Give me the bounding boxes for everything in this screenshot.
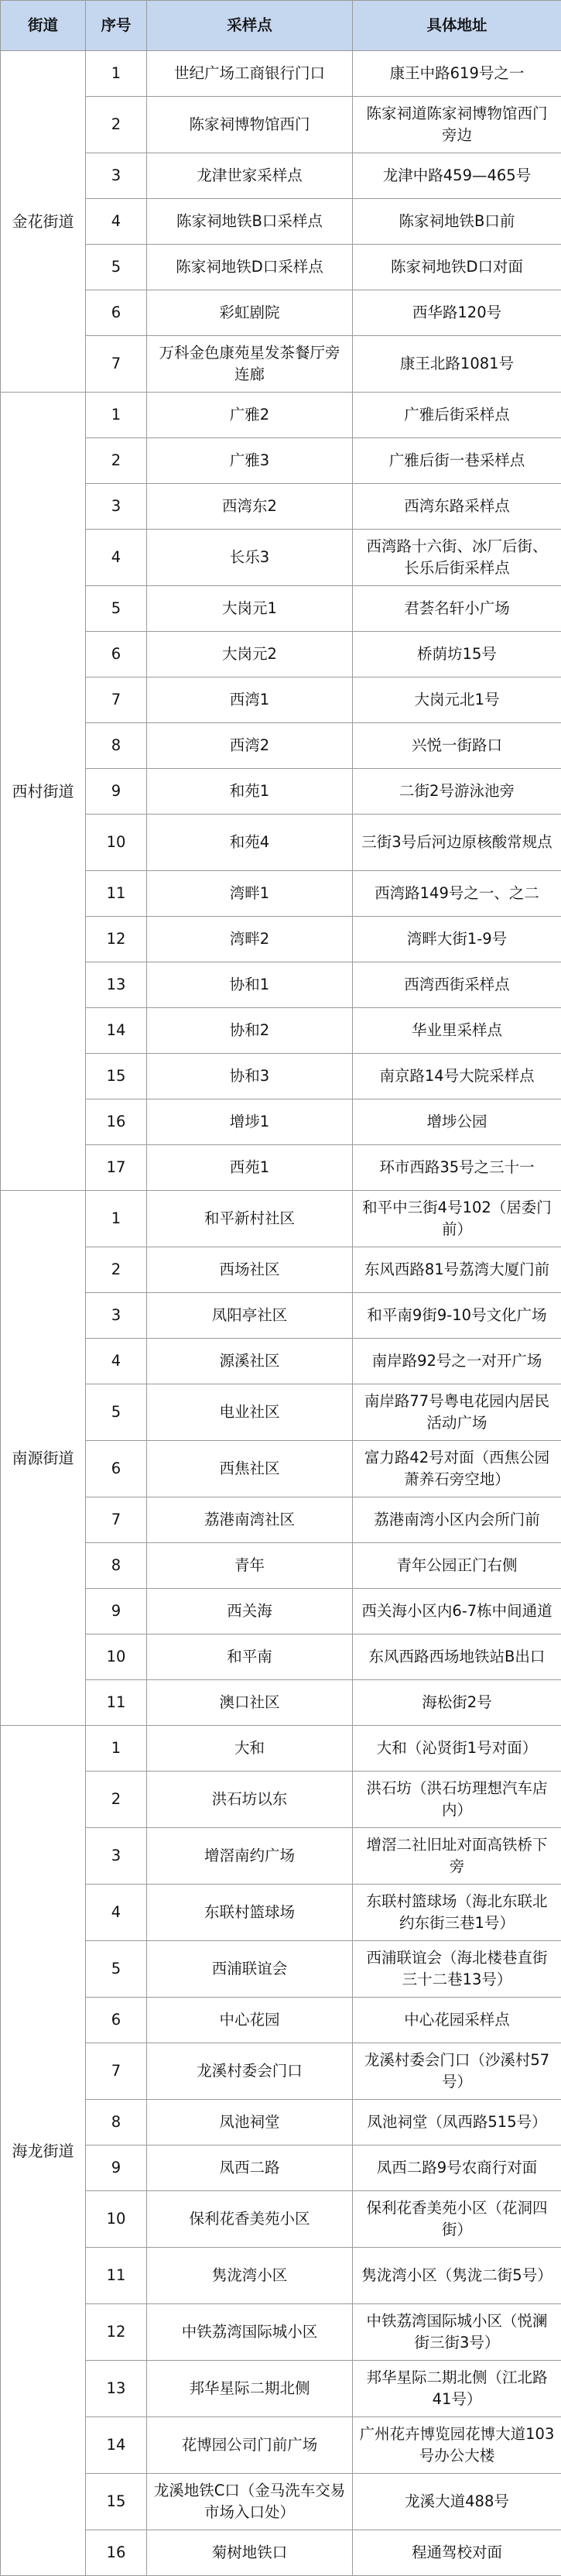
sampling-point-cell: 中铁荔湾国际城小区: [147, 2304, 353, 2361]
address-cell: 西关海小区内6-7栋中间通道: [353, 1589, 561, 1634]
index-cell: 5: [86, 1941, 147, 1998]
address-cell: 康王中路619号之一: [353, 51, 561, 97]
sampling-point-cell: 协和3: [147, 1054, 353, 1099]
index-cell: 6: [86, 1998, 147, 2043]
index-cell: 10: [86, 815, 147, 871]
sampling-point-cell: 凤阳亭社区: [147, 1293, 353, 1339]
index-cell: 11: [86, 2248, 147, 2304]
index-cell: 5: [86, 586, 147, 632]
index-cell: 7: [86, 336, 147, 393]
address-cell: 凤池祠堂（凤西路515号）: [353, 2100, 561, 2146]
index-cell: 2: [86, 438, 147, 484]
address-cell: 西华路120号: [353, 290, 561, 336]
address-cell: 东联村篮球场（海北东联北约东街三巷1号）: [353, 1885, 561, 1941]
address-cell: 西湾东路采样点: [353, 484, 561, 530]
header-street: 街道: [1, 1, 86, 51]
address-cell: 程通驾校对面: [353, 2530, 561, 2576]
index-cell: 3: [86, 484, 147, 530]
sampling-point-cell: 电业社区: [147, 1384, 353, 1441]
sampling-point-cell: 西苑1: [147, 1145, 353, 1191]
index-cell: 14: [86, 1008, 147, 1054]
sampling-point-cell: 龙津世家采样点: [147, 153, 353, 199]
index-cell: 8: [86, 723, 147, 769]
index-cell: 8: [86, 1543, 147, 1589]
address-cell: 南岸路92号之一对开广场: [353, 1339, 561, 1384]
sampling-point-cell: 花博园公司门前广场: [147, 2417, 353, 2474]
address-cell: 南岸路77号粤电花园内居民活动广场: [353, 1384, 561, 1441]
sampling-point-cell: 和苑1: [147, 769, 353, 815]
address-cell: 环市西路35号之三十一: [353, 1145, 561, 1191]
address-cell: 兴悦一街路口: [353, 723, 561, 769]
address-cell: 龙溪大道488号: [353, 2474, 561, 2530]
sampling-point-cell: 和苑4: [147, 815, 353, 871]
sampling-point-cell: 和平新村社区: [147, 1191, 353, 1247]
index-cell: 2: [86, 1247, 147, 1293]
sampling-point-cell: 增滘南约广场: [147, 1828, 353, 1885]
address-cell: 桥荫坊15号: [353, 632, 561, 677]
sampling-point-cell: 源溪社区: [147, 1339, 353, 1384]
index-cell: 16: [86, 2530, 147, 2576]
address-cell: 荔港南湾小区内会所门前: [353, 1497, 561, 1543]
index-cell: 6: [86, 632, 147, 677]
address-cell: 广雅后街采样点: [353, 393, 561, 438]
index-cell: 9: [86, 1589, 147, 1634]
sampling-point-cell: 湾畔1: [147, 871, 353, 917]
address-cell: 大岗元北1号: [353, 677, 561, 723]
sampling-point-cell: 和平南: [147, 1634, 353, 1680]
index-cell: 2: [86, 97, 147, 153]
index-cell: 8: [86, 2100, 147, 2146]
sampling-point-cell: 西湾2: [147, 723, 353, 769]
sampling-point-cell: 中心花园: [147, 1998, 353, 2043]
address-cell: 保利花香美苑小区（花洞四街）: [353, 2191, 561, 2248]
address-cell: 大和（沁贤街1号对面）: [353, 1726, 561, 1772]
sampling-point-cell: 保利花香美苑小区: [147, 2191, 353, 2248]
index-cell: 7: [86, 1497, 147, 1543]
address-cell: 中心花园采样点: [353, 1998, 561, 2043]
address-cell: 西浦联谊会（海北楼巷直街三十二巷13号）: [353, 1941, 561, 1998]
index-cell: 15: [86, 2474, 147, 2530]
sampling-point-cell: 洪石坊以东: [147, 1772, 353, 1828]
sampling-point-cell: 协和2: [147, 1008, 353, 1054]
address-cell: 三街3号后河边原核酸常规点: [353, 815, 561, 871]
address-cell: 凤西二路9号农商行对面: [353, 2146, 561, 2191]
sampling-point-cell: 陈家祠博物馆西门: [147, 97, 353, 153]
address-cell: 广雅后街一巷采样点: [353, 438, 561, 484]
index-cell: 3: [86, 153, 147, 199]
index-cell: 17: [86, 1145, 147, 1191]
index-cell: 14: [86, 2417, 147, 2474]
address-cell: 增滘二社旧址对面高铁桥下旁: [353, 1828, 561, 1885]
index-cell: 3: [86, 1293, 147, 1339]
index-cell: 2: [86, 1772, 147, 1828]
index-cell: 11: [86, 871, 147, 917]
sampling-point-cell: 世纪广场工商银行门口: [147, 51, 353, 97]
sampling-point-cell: 凤西二路: [147, 2146, 353, 2191]
address-cell: 华业里采样点: [353, 1008, 561, 1054]
address-cell: 君荟名轩小广场: [353, 586, 561, 632]
sampling-point-cell: 陈家祠地铁D口采样点: [147, 245, 353, 290]
address-cell: 和平中三街4号102（居委门前）: [353, 1191, 561, 1247]
table-row: [1, 1191, 561, 1247]
index-cell: 1: [86, 393, 147, 438]
address-cell: 青年公园正门右侧: [353, 1543, 561, 1589]
address-cell: 隽泷湾小区（隽泷二街5号）: [353, 2248, 561, 2304]
address-cell: 陈家祠道陈家祠博物馆西门旁边: [353, 97, 561, 153]
address-cell: 东风西路81号荔湾大厦门前: [353, 1247, 561, 1293]
address-cell: 广州花卉博览园花博大道103号办公大楼: [353, 2417, 561, 2474]
index-cell: 9: [86, 769, 147, 815]
index-cell: 13: [86, 962, 147, 1008]
index-cell: 1: [86, 1191, 147, 1247]
address-cell: 二街2号游泳池旁: [353, 769, 561, 815]
sampling-point-cell: 西湾东2: [147, 484, 353, 530]
table-row: [1, 393, 561, 438]
address-cell: 西湾路十六街、冰厂后街、长乐后街采样点: [353, 530, 561, 586]
header-row: [1, 1, 561, 51]
sampling-point-cell: 隽泷湾小区: [147, 2248, 353, 2304]
index-cell: 6: [86, 290, 147, 336]
sampling-point-cell: 凤池祠堂: [147, 2100, 353, 2146]
index-cell: 15: [86, 1054, 147, 1099]
index-cell: 16: [86, 1099, 147, 1145]
sampling-point-cell: 陈家祠地铁B口采样点: [147, 199, 353, 245]
address-cell: 洪石坊（洪石坊理想汽车店内）: [353, 1772, 561, 1828]
address-cell: 邦华星际二期北侧（江北路41号）: [353, 2361, 561, 2417]
address-cell: 南京路14号大院采样点: [353, 1054, 561, 1099]
index-cell: 4: [86, 199, 147, 245]
index-cell: 7: [86, 2043, 147, 2100]
sampling-point-cell: 澳口社区: [147, 1680, 353, 1726]
index-cell: 5: [86, 245, 147, 290]
index-cell: 12: [86, 917, 147, 962]
index-cell: 3: [86, 1828, 147, 1885]
index-cell: 1: [86, 1726, 147, 1772]
sampling-point-cell: 大岗元2: [147, 632, 353, 677]
sampling-point-cell: 广雅2: [147, 393, 353, 438]
index-cell: 1: [86, 51, 147, 97]
index-cell: 7: [86, 677, 147, 723]
index-cell: 4: [86, 530, 147, 586]
index-cell: 9: [86, 2146, 147, 2191]
sampling-point-cell: 龙溪村委会门口: [147, 2043, 353, 2100]
address-cell: 康王北路1081号: [353, 336, 561, 393]
table-body: [1, 51, 561, 2576]
sampling-point-cell: 西浦联谊会: [147, 1941, 353, 1998]
address-cell: 中铁荔湾国际城小区（悦澜街三街3号）: [353, 2304, 561, 2361]
address-cell: 西湾路149号之一、之二: [353, 871, 561, 917]
index-cell: 6: [86, 1441, 147, 1497]
street-cell: 南源街道: [1, 1191, 86, 1726]
index-cell: 4: [86, 1339, 147, 1384]
address-cell: 湾畔大街1-9号: [353, 917, 561, 962]
sampling-point-cell: 菊树地铁口: [147, 2530, 353, 2576]
sampling-point-cell: 西场社区: [147, 1247, 353, 1293]
sampling-point-cell: 协和1: [147, 962, 353, 1008]
street-cell: 西村街道: [1, 393, 86, 1191]
header-sampling-point: 采样点: [147, 1, 353, 51]
sampling-point-cell: 龙溪地铁C口（金马洗车交易市场入口处）: [147, 2474, 353, 2530]
index-cell: 12: [86, 2304, 147, 2361]
index-cell: 11: [86, 1680, 147, 1726]
sampling-point-cell: 万科金色康苑星发茶餐厅旁连廊: [147, 336, 353, 393]
header-address: 具体地址: [353, 1, 561, 51]
address-cell: 龙津中路459—465号: [353, 153, 561, 199]
sampling-point-cell: 西焦社区: [147, 1441, 353, 1497]
address-cell: 和平南9街9-10号文化广场: [353, 1293, 561, 1339]
sampling-point-cell: 广雅3: [147, 438, 353, 484]
address-cell: 陈家祠地铁D口对面: [353, 245, 561, 290]
address-cell: 东风西路西场地铁站B出口: [353, 1634, 561, 1680]
address-cell: 海松街2号: [353, 1680, 561, 1726]
address-cell: 陈家祠地铁B口前: [353, 199, 561, 245]
street-cell: 金花街道: [1, 51, 86, 393]
table-row: [1, 51, 561, 97]
index-cell: 5: [86, 1384, 147, 1441]
index-cell: 10: [86, 2191, 147, 2248]
address-cell: 西湾西街采样点: [353, 962, 561, 1008]
sampling-point-cell: 荔港南湾社区: [147, 1497, 353, 1543]
index-cell: 13: [86, 2361, 147, 2417]
sampling-point-cell: 西关海: [147, 1589, 353, 1634]
address-cell: 龙溪村委会门口（沙溪村57号）: [353, 2043, 561, 2100]
sampling-point-cell: 东联村篮球场: [147, 1885, 353, 1941]
index-cell: 10: [86, 1634, 147, 1680]
address-cell: 富力路42号对面（西焦公园萧养石旁空地）: [353, 1441, 561, 1497]
sampling-point-cell: 青年: [147, 1543, 353, 1589]
street-cell: 海龙街道: [1, 1726, 86, 2576]
sampling-point-cell: 邦华星际二期北侧: [147, 2361, 353, 2417]
sampling-point-cell: 大岗元1: [147, 586, 353, 632]
sampling-point-cell: 西湾1: [147, 677, 353, 723]
sampling-point-cell: 大和: [147, 1726, 353, 1772]
sampling-point-cell: 增埗1: [147, 1099, 353, 1145]
sampling-point-cell: 彩虹剧院: [147, 290, 353, 336]
header-index: 序号: [86, 1, 147, 51]
address-cell: 增埗公园: [353, 1099, 561, 1145]
sampling-point-cell: 长乐3: [147, 530, 353, 586]
sampling-point-cell: 湾畔2: [147, 917, 353, 962]
index-cell: 4: [86, 1885, 147, 1941]
table-row: [1, 1726, 561, 1772]
